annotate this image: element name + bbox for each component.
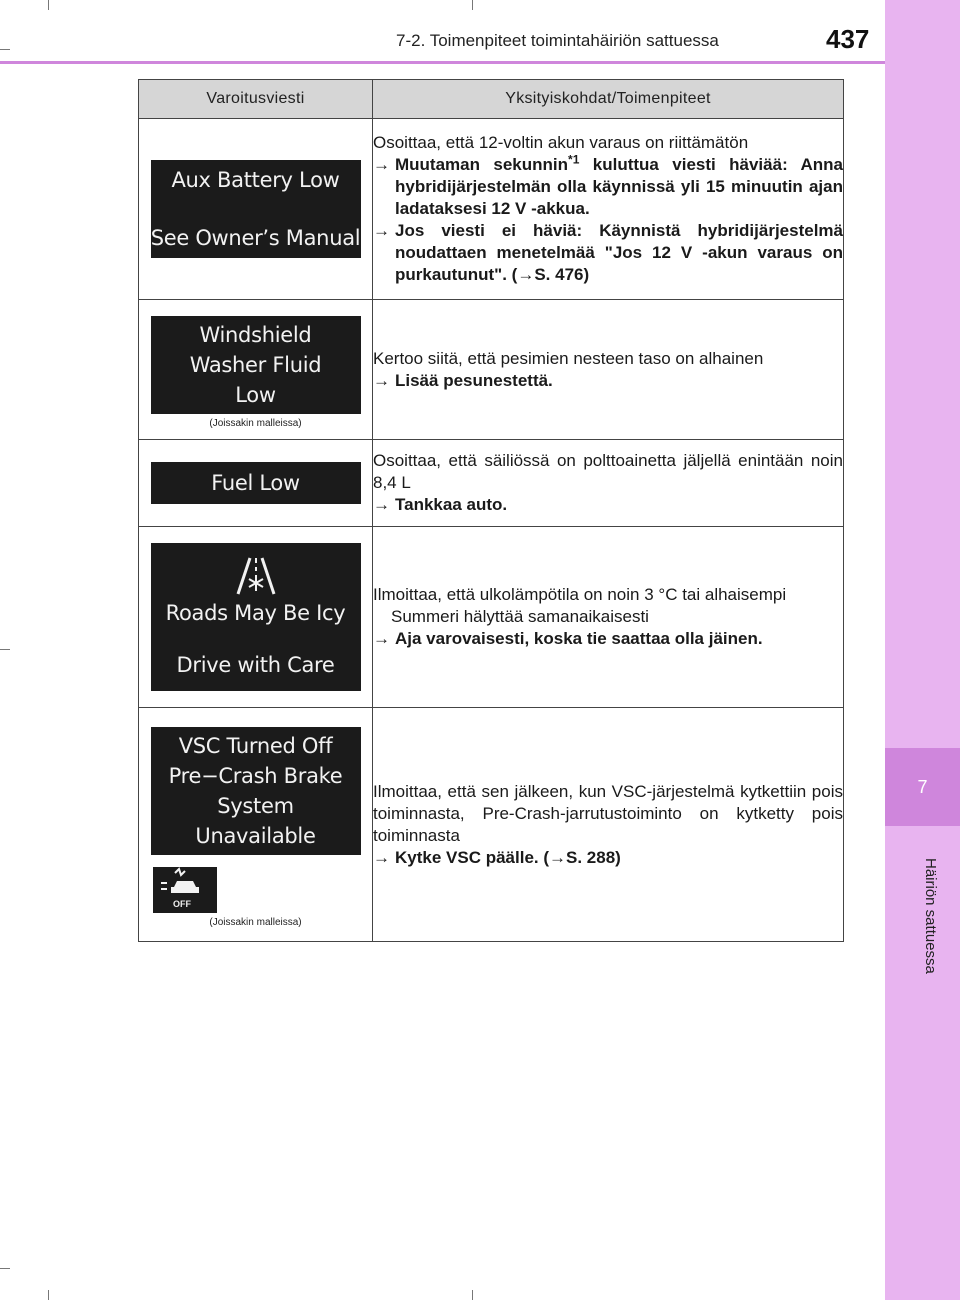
detail-text: Ilmoittaa, että ulkolämpötila on noin 3 °C tai alhaisempi	[373, 585, 787, 604]
arrow-icon: →	[373, 370, 390, 390]
action-text: Lisää pesunestettä.	[395, 370, 553, 390]
action-step	[373, 847, 843, 869]
detail-text: Summeri hälyttää samanaikaisesti	[391, 607, 649, 626]
page-number: 437	[826, 24, 870, 54]
arrow-icon: →	[517, 265, 535, 284]
warning-display-cell	[139, 300, 373, 440]
display-text: See Owner’s Manual	[150, 226, 361, 250]
warning-display-cell	[139, 119, 373, 300]
warning-display-cell	[139, 527, 373, 708]
display-text: Low	[235, 383, 276, 407]
arrow-icon: →	[373, 155, 390, 174]
action-step	[373, 628, 843, 650]
arrow-icon: →	[373, 221, 390, 240]
display-text: Unavailable	[195, 824, 316, 848]
action-text: Tankkaa auto.	[395, 495, 508, 514]
section-title: 7-2. Toimenpiteet toimintahäiriön sattuessa	[396, 31, 719, 50]
action-text: Jos viesti ei häviä: Käynnistä hybridijärjestelmä noudattaen menetelmää "Jos 12 V -akun varaus on purkautunut". (	[395, 221, 843, 284]
details-cell	[373, 119, 844, 300]
arrow-icon: →	[373, 847, 390, 867]
table-row	[139, 119, 844, 300]
action-step	[373, 220, 843, 286]
detail-text: Osoittaa, että 12-voltin akun varaus on riittämätön	[373, 133, 749, 152]
arrow-icon: →	[373, 629, 390, 648]
off-label: OFF	[173, 899, 191, 909]
crop-mark	[0, 649, 10, 650]
page-reference: S. 288)	[566, 847, 621, 867]
display-text: System	[217, 794, 294, 818]
header-rule	[0, 61, 885, 64]
table-row	[139, 300, 844, 440]
action-text: Muutaman sekunnin	[395, 155, 569, 174]
crop-mark	[0, 49, 10, 50]
details-cell	[373, 708, 844, 942]
action-text: Aja varovaisesti, koska tie saattaa olla jäinen.	[395, 629, 763, 648]
table-row	[139, 527, 844, 708]
model-note: (Joissakin malleissa)	[209, 917, 302, 928]
fuel-low-display	[151, 462, 361, 504]
page-reference: S. 476)	[534, 265, 590, 284]
detail-text: Osoittaa, että säiliössä on polttoainetta jäljellä enintään noin 8,4 L	[373, 451, 843, 492]
aux-battery-low-display	[151, 160, 361, 258]
table-row	[139, 440, 844, 527]
action-step	[373, 370, 843, 392]
car-crash-icon	[153, 867, 217, 901]
action-step	[373, 494, 843, 516]
details-cell	[373, 527, 844, 708]
column-header-details: Yksityiskohdat/Toimenpiteet	[373, 80, 844, 119]
display-text: Fuel Low	[211, 471, 300, 495]
chapter-number: 7	[885, 748, 960, 826]
crop-mark	[472, 1290, 473, 1300]
table-row	[139, 708, 844, 942]
detail-text: Ilmoittaa, että sen jälkeen, kun VSC-järjestelmä kytkettiin pois toiminnasta, Pre-Crash-jarrutustoiminto on kytketty pois toiminnasta	[373, 781, 843, 845]
arrow-icon: →	[373, 495, 390, 514]
crop-mark	[0, 1268, 10, 1269]
model-note: (Joissakin malleissa)	[209, 418, 302, 429]
display-text: Washer Fluid	[189, 353, 322, 377]
display-text: Aux Battery Low	[171, 168, 340, 192]
road-snowflake-icon	[234, 554, 278, 598]
details-cell	[373, 300, 844, 440]
crop-mark	[472, 0, 473, 10]
detail-text: Kertoo siitä, että pesimien nesteen taso on alhainen	[373, 348, 764, 368]
chapter-sidebar	[885, 0, 960, 1300]
display-text: Drive with Care	[176, 653, 335, 677]
arrow-icon: →	[549, 847, 567, 867]
warning-display-cell	[139, 708, 373, 942]
washer-fluid-low-display	[151, 316, 361, 414]
column-header-message: Varoitusviesti	[139, 80, 373, 119]
warning-message-table	[138, 79, 844, 942]
action-step	[373, 154, 843, 220]
details-cell	[373, 440, 844, 527]
action-text: Kytke VSC päälle. (	[395, 847, 550, 867]
display-text: Pre−Crash Brake	[168, 764, 343, 788]
action-text: kuluttua viesti häviää: Anna hybridijärjestelmän olla käynnissä yli 15 minuutin ajan ladataksesi 12 V -akkua.	[395, 155, 843, 218]
display-text: VSC Turned Off	[178, 734, 333, 758]
warning-display-cell	[139, 440, 373, 527]
footnote-ref: *1	[568, 152, 580, 167]
roads-icy-display	[151, 543, 361, 691]
crop-mark	[48, 0, 49, 10]
vsc-off-display	[151, 727, 361, 855]
display-text: Roads May Be Icy	[165, 601, 346, 625]
display-text: Windshield	[199, 323, 312, 347]
chapter-label: Häiriön sattuessa	[922, 858, 939, 974]
crop-mark	[48, 1290, 49, 1300]
pre-crash-off-icon	[153, 867, 217, 913]
